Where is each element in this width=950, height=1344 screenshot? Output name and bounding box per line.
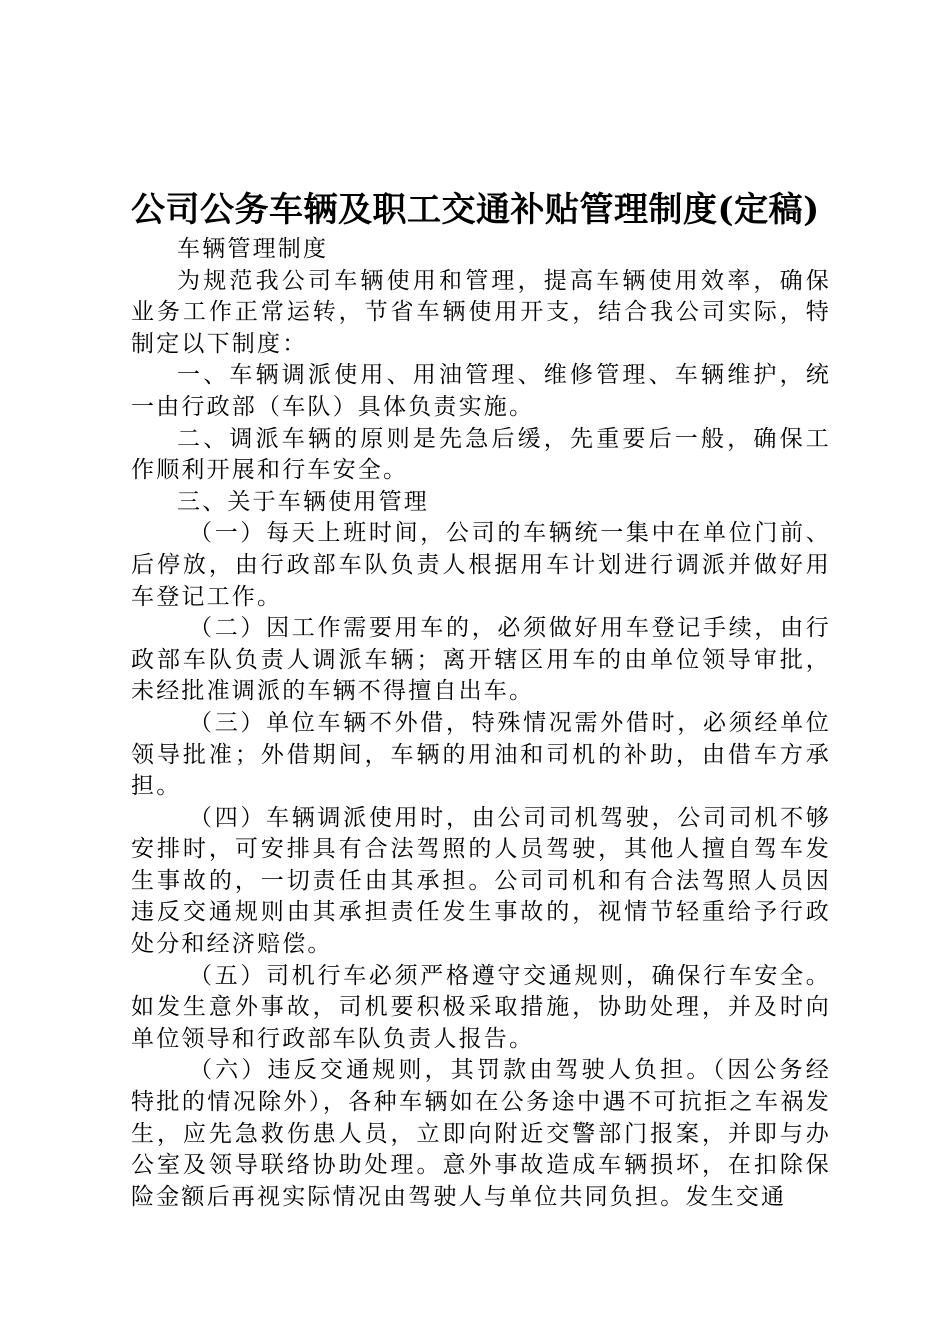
rule-paragraph-1: 一、车辆调派使用、用油管理、维修管理、车辆维护，统一由行政部（车队）具体负责实施。	[131, 362, 831, 420]
sub-rule-1: （一）每天上班时间，公司的车辆统一集中在单位门前、后停放，由行政部车队负责人根据用车计划进行调派并做好用车登记工作。	[131, 520, 831, 610]
sub-rule-5: （五）司机行车必须严格遵守交通规则，确保行车安全。如发生意外事故，司机要积极采取措施，协助处理，并及时向单位领导和行政部车队负责人报告。	[131, 962, 831, 1052]
sub-rule-6: （六）违反交通规则，其罚款由驾驶人负担。（因公务经特批的情况除外），各种车辆如在公务途中遇不可抗拒之车祸发生，应先急救伤患人员，立即向附近交警部门报案，并即与办公室及领导联络协助处理。意外事故造成车辆损坏，在扣除保险金额后再视实际情况由驾驶人与单位共同负担。发生交通	[131, 1057, 831, 1210]
sub-rule-2: （二）因工作需要用车的，必须做好用车登记手续，由行政部车队负责人调派车辆；离开辖区用车的由单位领导审批，未经批准调派的车辆不得擅自出车。	[131, 615, 831, 705]
rule-paragraph-2: 二、调派车辆的原则是先急后缓，先重要后一般，确保工作顺利开展和行车安全。	[131, 425, 831, 484]
section-heading: 车辆管理制度	[177, 236, 329, 262]
document-title: 公司公务车辆及职工交通补贴管理制度(定稿)	[131, 190, 820, 230]
intro-paragraph: 为规范我公司车辆使用和管理，提高车辆使用效率，确保业务工作正常运转，节省车辆使用开支，结合我公司实际，特制定以下制度：	[131, 267, 831, 357]
sub-rule-3: （三）单位车辆不外借，特殊情况需外借时，必须经单位领导批准；外借期间，车辆的用油和司机的补助，由借车方承担。	[131, 709, 831, 800]
sub-rule-4: （四）车辆调派使用时，由公司司机驾驶，公司司机不够安排时，可安排具有合法驾照的人员驾驶，其他人擅自驾车发生事故的，一切责任由其承担。公司司机和有合法驾照人员因违反交通规则由其承担责任发生事故的，视情节轻重给予行政处分和经济赔偿。	[131, 804, 831, 958]
rule-heading-3: 三、关于车辆使用管理	[177, 488, 429, 515]
document-body	[131, 234, 831, 1213]
